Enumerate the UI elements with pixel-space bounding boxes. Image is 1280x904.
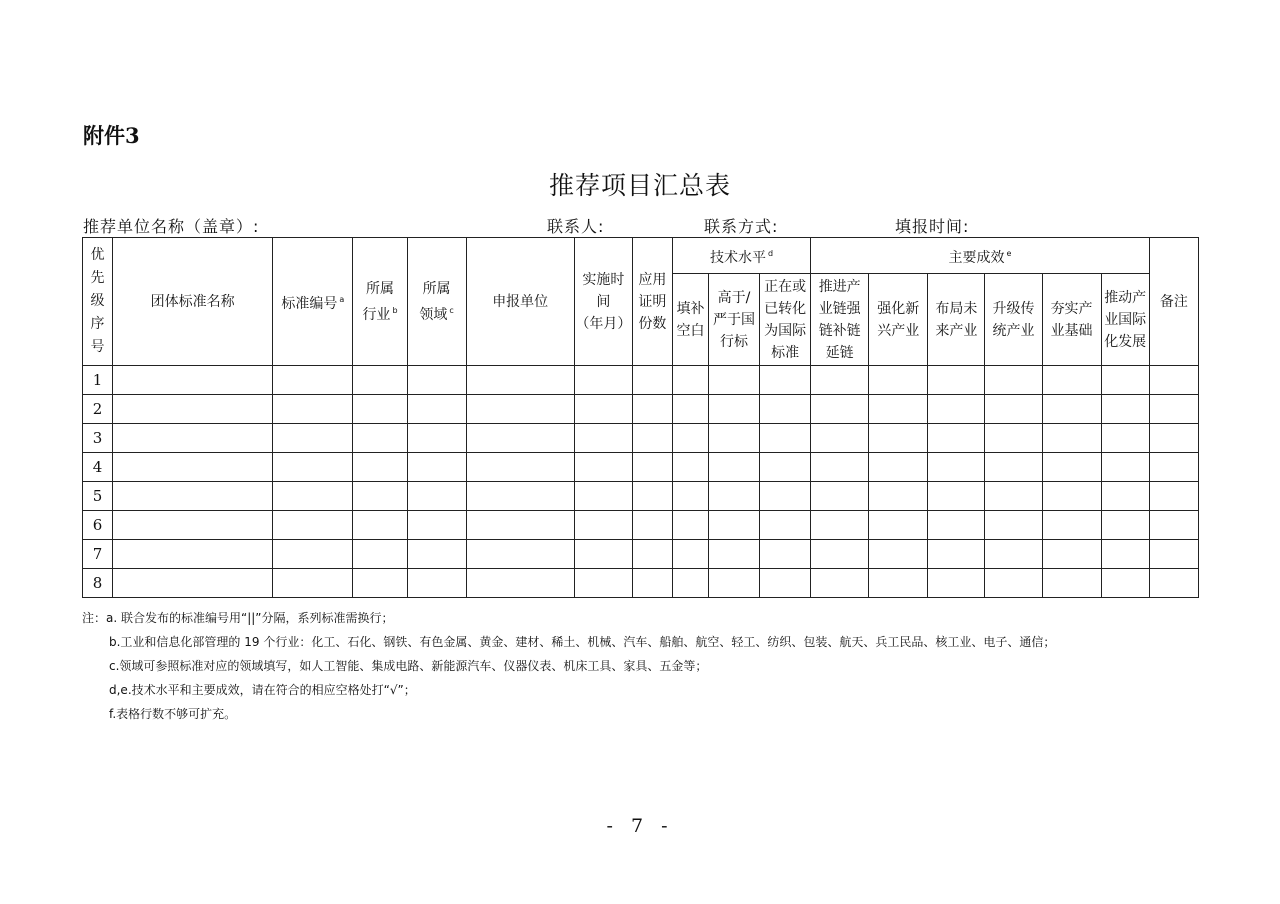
header-emerging-industry: 强化新 兴产业 [869,274,928,366]
table-row [83,511,1199,540]
row-number: 7 [83,540,113,569]
note-a: 注：a. 联合发布的标准编号用“||”分隔，系列标准需换行； [82,611,394,625]
row-number: 2 [83,395,113,424]
header-international: 正在或 已转化 为国际 标准 [760,274,811,366]
header-field: 所属 领域 $^c$ [407,238,466,366]
header-achievements: 主要成效 $^e$ [811,238,1150,274]
attachment-label: 附件3 [83,123,140,148]
header-applicant: 申报单位 [466,238,574,366]
contact-person-label: 联系人: [547,217,605,236]
row-number: 1 [83,366,113,395]
header-industry-foundation: 夯实产 业基础 [1042,274,1101,366]
row-number: 5 [83,482,113,511]
header-higher-than-national: 高于/ 严于国 行标 [708,274,759,366]
header-industry: 所属 行业 $^b$ [353,238,407,366]
summary-table [82,237,1199,598]
header-tech-level: 技术水平 $^d$ [672,238,810,274]
header-remarks: 备注 [1149,238,1198,366]
table-row [83,482,1199,511]
header-fill-gap: 填补 空白 [672,274,708,366]
header-internationalization: 推动产 业国际 化发展 [1101,274,1149,366]
header-proof-count: 应用 证明 份数 [632,238,672,366]
header-standard-no: 标准编号 $^a$ [273,238,353,366]
header-priority: 优 先 级 序 号 [83,238,113,366]
header-traditional-industry: 升级传 统产业 [985,274,1042,366]
header-standard-name: 团体标准名称 [113,238,273,366]
recommend-unit-label: 推荐单位名称（盖章）: [83,217,260,236]
page-number: - 7 - [606,815,674,837]
row-number: 3 [83,424,113,453]
note-b: b.工业和信息化部管理的 19 个行业：化工、石化、钢铁、有色金属、黄金、建材、稀土、机械、汽车、船舶、航空、轻工、纺织、包装、航天、兵工民品、核工业、电子、通信； [109,635,1056,649]
table-row [83,424,1199,453]
row-number: 4 [83,453,113,482]
header-industry-chain: 推进产 业链强 链补链 延链 [811,274,869,366]
table-row [83,540,1199,569]
table-row [83,395,1199,424]
note-c: c.领域可参照标准对应的领域填写，如人工智能、集成电路、新能源汽车、仪器仪表、机床工具、家具、五金等； [109,659,708,673]
header-future-industry: 布局未 来产业 [928,274,985,366]
header-impl-time: 实施时 间 （年月） [574,238,632,366]
table-row [83,453,1199,482]
contact-method-label: 联系方式: [704,217,779,236]
row-number: 8 [83,569,113,598]
row-number: 6 [83,511,113,540]
note-f: f.表格行数不够可扩充。 [109,707,237,721]
notes [82,606,1055,726]
fill-date-label: 填报时间: [895,217,970,236]
note-de: d,e.技术水平和主要成效，请在符合的相应空格处打“√”； [109,683,416,697]
table-row [83,366,1199,395]
form-title: 推荐项目汇总表 [548,171,731,200]
table-row [83,569,1199,598]
